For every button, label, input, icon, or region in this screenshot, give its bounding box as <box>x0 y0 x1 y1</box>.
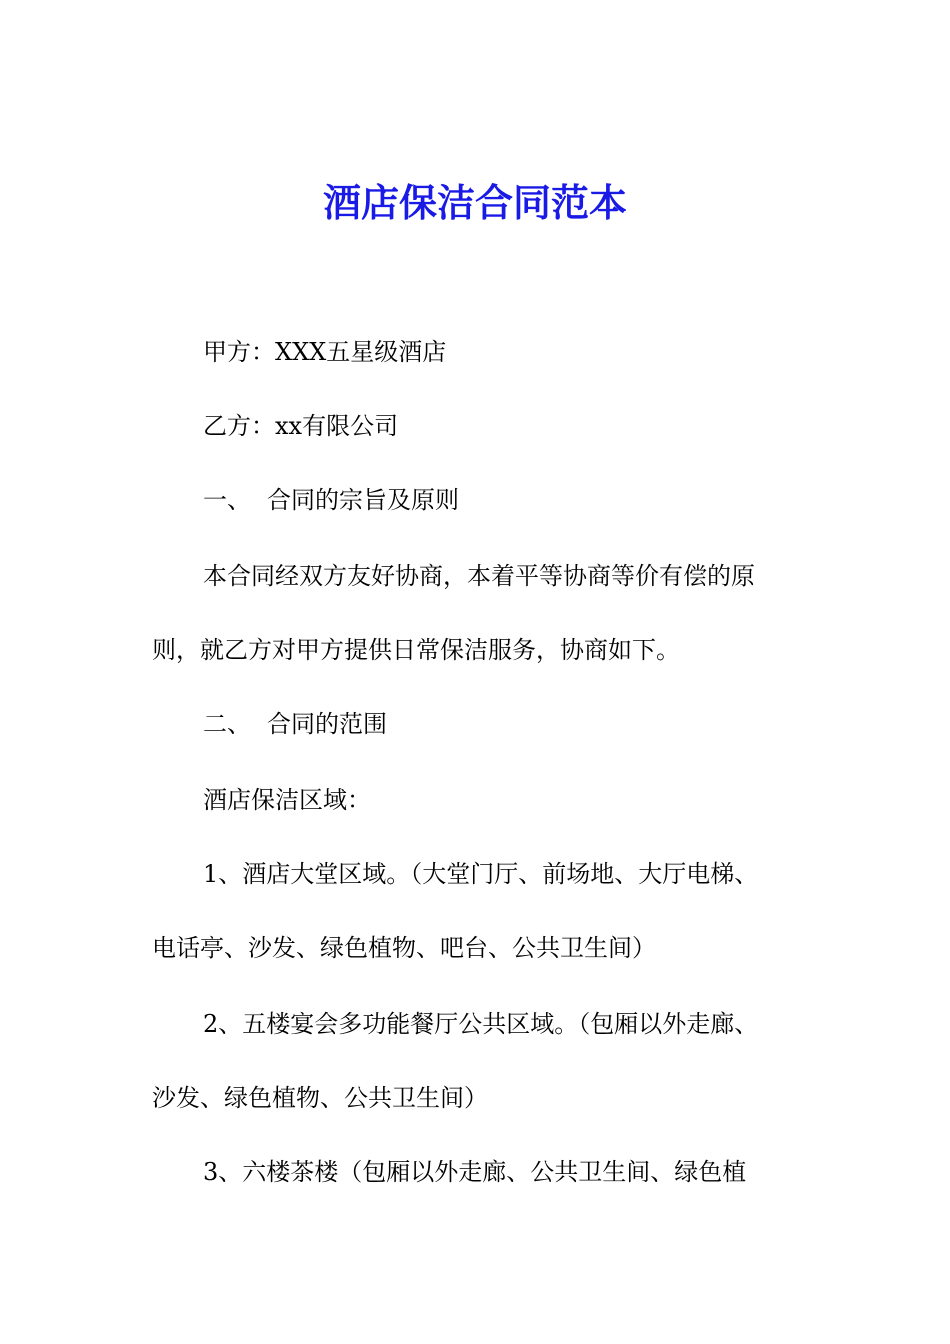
area-label: 酒店保洁区域： <box>203 786 371 814</box>
section-1-number: 一、 <box>203 486 251 514</box>
item-2-line-1: 2、五楼宴会多功能餐厅公共区域。（包厢以外走廊、 <box>203 1010 759 1038</box>
section-1-body-line-2: 则，就乙方对甲方提供日常保洁服务，协商如下。 <box>152 636 680 664</box>
section-1-title: 合同的宗旨及原则 <box>267 486 459 514</box>
section-2-number: 二、 <box>203 710 251 738</box>
section-1-body-line-1: 本合同经双方友好协商，本着平等协商等价有偿的原 <box>203 562 755 590</box>
document-title: 酒店保洁合同范本 <box>322 180 627 225</box>
party-a-line: 甲方：XXX五星级酒店 <box>203 338 447 366</box>
item-1-line-2: 电话亭、沙发、绿色植物、吧台、公共卫生间） <box>152 934 656 962</box>
item-3-line-1: 3、六楼茶楼（包厢以外走廊、公共卫生间、绿色植 <box>203 1158 747 1186</box>
section-1-heading <box>203 484 459 516</box>
section-2-heading <box>203 708 387 740</box>
party-b-line: 乙方：xx有限公司 <box>203 412 399 440</box>
item-2-line-2: 沙发、绿色植物、公共卫生间） <box>152 1084 488 1112</box>
section-2-title: 合同的范围 <box>267 710 387 738</box>
item-1-line-1: 1、酒店大堂区域。（大堂门厅、前场地、大厅电梯、 <box>203 860 759 888</box>
